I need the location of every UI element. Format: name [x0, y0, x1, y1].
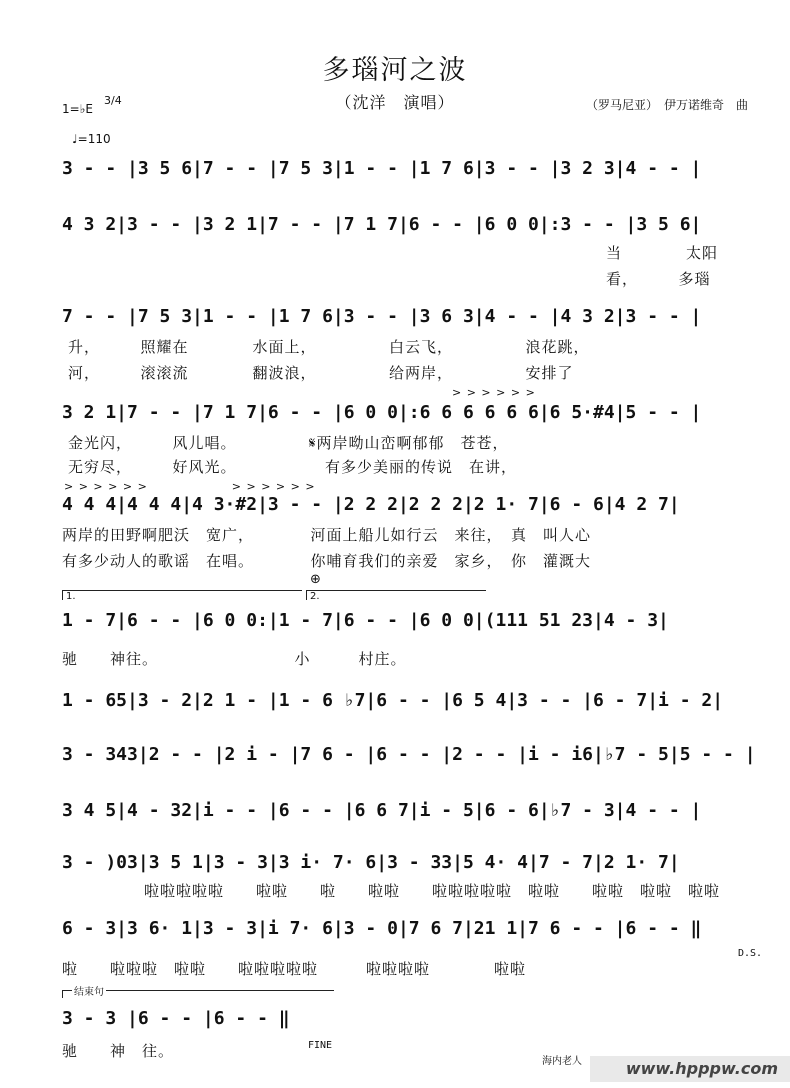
site-watermark: www.hpppw.com	[590, 1056, 790, 1082]
key-signature: 1=♭E	[62, 102, 93, 116]
lyric-row-10: 啦啦啦啦啦 啦啦 啦 啦啦 啦啦啦啦啦 啦啦 啦啦 啦啦 啦啦	[144, 882, 721, 900]
score-row-5: 4 4 4|4 4 4|4 3·#2|3 - - |2 2 2|2 2 2|2 1· 7|6 - 6|4 2 7|	[62, 494, 680, 515]
watermark-author: 海内老人	[542, 1056, 582, 1067]
lyric-row-5-verse-2: 有多少动人的歌谣 在唱。 你哺育我们的亲爱 家乡， 你 灌溉大	[62, 552, 592, 570]
score-row-7: 1 - 65|3 - 2|2 1 - |1 - 6 ♭7|6 - - |6 5 4|3 - - |6 - 7|i - 2|	[62, 690, 724, 711]
score-row-1: 3 - - |3 5 6|7 - - |7 5 3|1 - - |1 7 6|3 - - |3 2 3|4 - - |	[62, 158, 702, 179]
lyric-ending: 驰 神 往。	[62, 1042, 175, 1060]
score-row-11: 6 - 3|3 6· 1|3 - 3|i 7· 6|3 - 0|7 6 7|21 1|7 6 - - |6 - - ‖	[62, 918, 702, 939]
lyric-row-11: 啦 啦啦啦 啦啦 啦啦啦啦啦 啦啦啦啦 啦啦	[62, 960, 527, 978]
lyric-row-6: 驰 神往。 小 村庄。	[62, 650, 407, 668]
accent-marks-row-4: > > > > > >	[452, 386, 536, 399]
lyric-row-4-verse-2: 无穷尽， 好风光。 有多少美丽的传说 在讲，	[68, 458, 518, 476]
lyric-row-3-verse-2: 河， 滚滚流 翻波浪， 给两岸， 安排了	[68, 364, 574, 382]
lyric-row-2-verse-1: 当 太阳	[606, 244, 719, 262]
ending-bracket-edge	[62, 990, 63, 998]
lyric-row-4-verse-1: 金光闪， 风儿唱。 𝄋两岸呦山峦啊郁郁 苍苍，	[68, 434, 509, 452]
lyric-row-3-verse-1: 升， 照耀在 水面上， 白云飞， 浪花跳，	[68, 338, 590, 356]
volta-2-bracket	[306, 590, 486, 591]
volta-2-left-edge	[306, 590, 307, 600]
score-row-3: 7 - - |7 5 3|1 - - |1 7 6|3 - - |3 6 3|4 - - |4 3 2|3 - - |	[62, 306, 702, 327]
ending-label: 结束句	[72, 983, 106, 998]
score-row-10: 3 - )03|3 5 1|3 - 3|3 i· 7· 6|3 - 33|5 4· 4|7 - 7|2 1· 7|	[62, 852, 680, 873]
volta-2-label: 2.	[310, 591, 320, 602]
lyric-row-2-verse-2: 看， 多瑙	[606, 270, 711, 288]
page-title: 多瑙河之波	[322, 55, 468, 86]
coda-sign: ⊕	[310, 572, 321, 587]
score-row-2: 4 3 2|3 - - |3 2 1|7 - - |7 1 7|6 - - |6 0 0|:3 - - |3 5 6|	[62, 214, 702, 235]
score-row-8: 3 - 343|2 - - |2 i - |7 6 - |6 - - |2 - - |i - i6|♭7 - 5|5 - - |	[62, 744, 756, 765]
volta-1-label: 1.	[66, 591, 76, 602]
composer-credit: （罗马尼亚） 伊万诺维奇 曲	[585, 98, 748, 112]
score-ending: 3 - 3 |6 - - |6 - - ‖	[62, 1008, 290, 1029]
volta-1-left-edge	[62, 590, 63, 600]
volta-1-bracket	[62, 590, 302, 591]
time-signature: 3/4	[104, 94, 122, 107]
dal-segno-mark: D.S.	[738, 948, 763, 959]
score-row-6: 1 - 7|6 - - |6 0 0:|1 - 7|6 - - |6 0 0|(111 51 23|4 - 3|	[62, 610, 669, 631]
score-row-9: 3 4 5|4 - 32|i - - |6 - - |6 6 7|i - 5|6 - 6|♭7 - 3|4 - - |	[62, 800, 702, 821]
lyric-row-5-verse-1: 两岸的田野啊肥沃 宽广， 河面上船儿如行云 来往， 真 叫人心	[62, 526, 592, 544]
score-row-4: 3 2 1|7 - - |7 1 7|6 - - |6 0 0|:6 6 6 6 6 6|6 5·#4|5 - - |	[62, 402, 702, 423]
tempo-mark: ♩=110	[72, 132, 111, 146]
fine-mark: FINE	[308, 1040, 333, 1051]
accent-marks-row-5: > > > > > > > > > > > >	[64, 480, 316, 493]
performer-subtitle: （沈洋 演唱）	[335, 93, 455, 112]
